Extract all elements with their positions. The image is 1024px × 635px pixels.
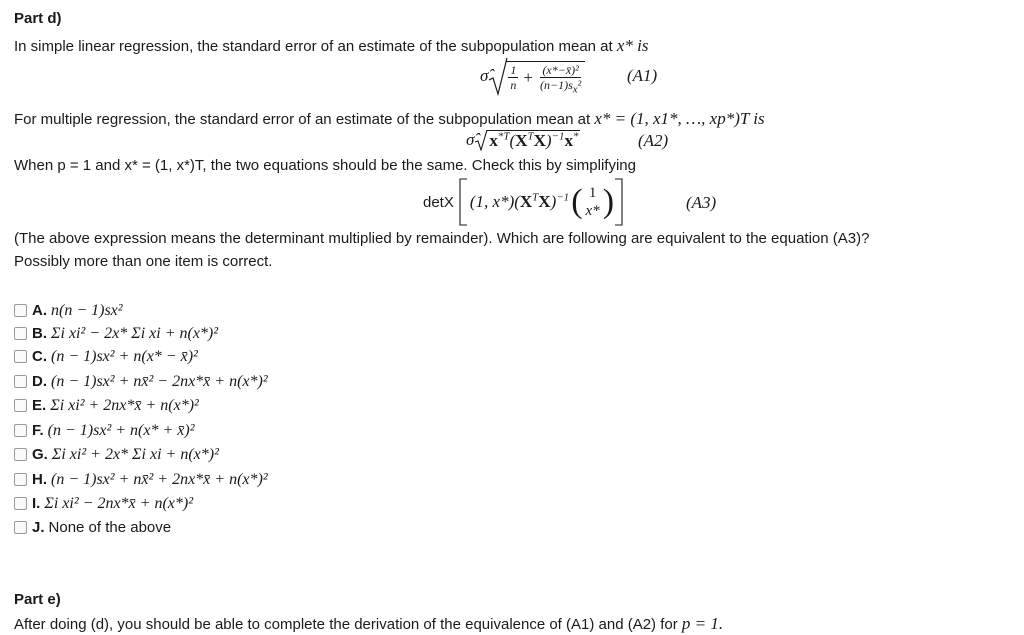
eq-a2-label: (A2) <box>638 131 669 150</box>
part-e-text: After doing (d), you should be able to complete the derivation of the equivalence of (A1) and (A2) for <box>14 616 678 633</box>
option-letter: B. <box>32 325 47 342</box>
checkbox[interactable] <box>14 399 27 412</box>
part-e-line <box>14 614 723 634</box>
option-letter: H. <box>32 471 47 488</box>
option-letter: E. <box>32 397 47 414</box>
intro-var: x* is <box>616 36 649 55</box>
option-expr: Σi xi² + 2nx*x̄ + n(x*)² <box>50 396 199 414</box>
part-e-math: p = 1. <box>681 614 724 633</box>
det-prefix: detX <box>423 193 454 211</box>
left-bracket-icon <box>458 178 468 226</box>
option-a[interactable] <box>14 301 123 320</box>
intro-text: In simple linear regression, the standard error of an estimate of the subpopulation mean at <box>14 38 613 55</box>
multi-text: For multiple regression, the standard error of an estimate of the subpopulation mean at <box>14 111 591 128</box>
checkbox[interactable] <box>14 375 27 388</box>
equation-a3: detX (1, $x*)(X^TX)^{-1}$ ( 1 x* ) <box>423 176 624 228</box>
option-expr: (n − 1)sx² + n(x* − x̄)² <box>51 347 198 365</box>
sqrt-icon <box>474 129 488 151</box>
option-letter: A. <box>32 302 47 319</box>
option-expr: None of the above <box>48 519 172 536</box>
option-expr: Σi xi² − 2x* Σi xi + n(x*)² <box>51 324 219 342</box>
right-bracket-icon <box>614 178 624 226</box>
option-j[interactable] <box>14 518 171 537</box>
option-letter: G. <box>32 446 48 463</box>
checkbox[interactable] <box>14 448 27 461</box>
when-line: When p = 1 and x* = (1, x*)T, the two equations should be the same. Check this by simplifying <box>14 157 636 174</box>
option-letter: C. <box>32 348 47 365</box>
eq-a1-label: (A1) <box>627 66 658 85</box>
option-expr: (n − 1)sx² + n(x* + x̄)² <box>47 421 195 439</box>
option-f[interactable] <box>14 421 195 440</box>
option-letter: I. <box>32 495 41 512</box>
part-d-heading: Part d) <box>14 10 62 27</box>
multi-line <box>14 109 765 129</box>
option-c[interactable] <box>14 347 198 366</box>
option-b[interactable] <box>14 324 218 343</box>
checkbox[interactable] <box>14 424 27 437</box>
equation-a1: σ̂ $\frac{1}{n}$ + $\frac{\text{(x*−x̄)²}}{(n-1)s_x^2}$ <box>480 54 585 98</box>
option-e[interactable] <box>14 396 199 415</box>
option-expr: (n − 1)sx² + nx̄² − 2nx*x̄ + n(x*)² <box>51 372 268 390</box>
checkbox[interactable] <box>14 304 27 317</box>
option-letter: D. <box>32 373 47 390</box>
sqrt-icon <box>488 56 508 96</box>
option-expr: Σi xi² − 2nx*x̄ + n(x*)² <box>44 494 193 512</box>
explain-line-1: (The above expression means the determinant multiplied by remainder). Which are following are equivalent to the equation (A3)? <box>14 230 870 247</box>
checkbox[interactable] <box>14 350 27 363</box>
multi-math: x* = (1, x1*, …, xp*)T is <box>594 109 765 128</box>
option-letter: J. <box>32 519 45 536</box>
option-g[interactable] <box>14 445 219 464</box>
option-expr: (n − 1)sx² + nx̄² + 2nx*x̄ + n(x*)² <box>51 470 268 488</box>
checkbox[interactable] <box>14 497 27 510</box>
checkbox[interactable] <box>14 473 27 486</box>
checkbox[interactable] <box>14 521 27 534</box>
option-expr: Σi xi² + 2x* Σi xi + n(x*)² <box>51 445 219 463</box>
equation-a2: σ̂ $x^{*T}(X^TX)^{-1}x^*$ <box>466 129 579 150</box>
part-e-heading: Part e) <box>14 591 61 608</box>
eq-a3-label: (A3) <box>686 193 717 212</box>
option-letter: F. <box>32 422 44 439</box>
explain-line-2: Possibly more than one item is correct. <box>14 253 273 270</box>
option-i[interactable] <box>14 494 193 513</box>
option-d[interactable] <box>14 372 268 391</box>
checkbox[interactable] <box>14 327 27 340</box>
option-h[interactable] <box>14 470 268 489</box>
intro-line <box>14 36 649 56</box>
option-expr: n(n − 1)sx² <box>51 301 123 319</box>
